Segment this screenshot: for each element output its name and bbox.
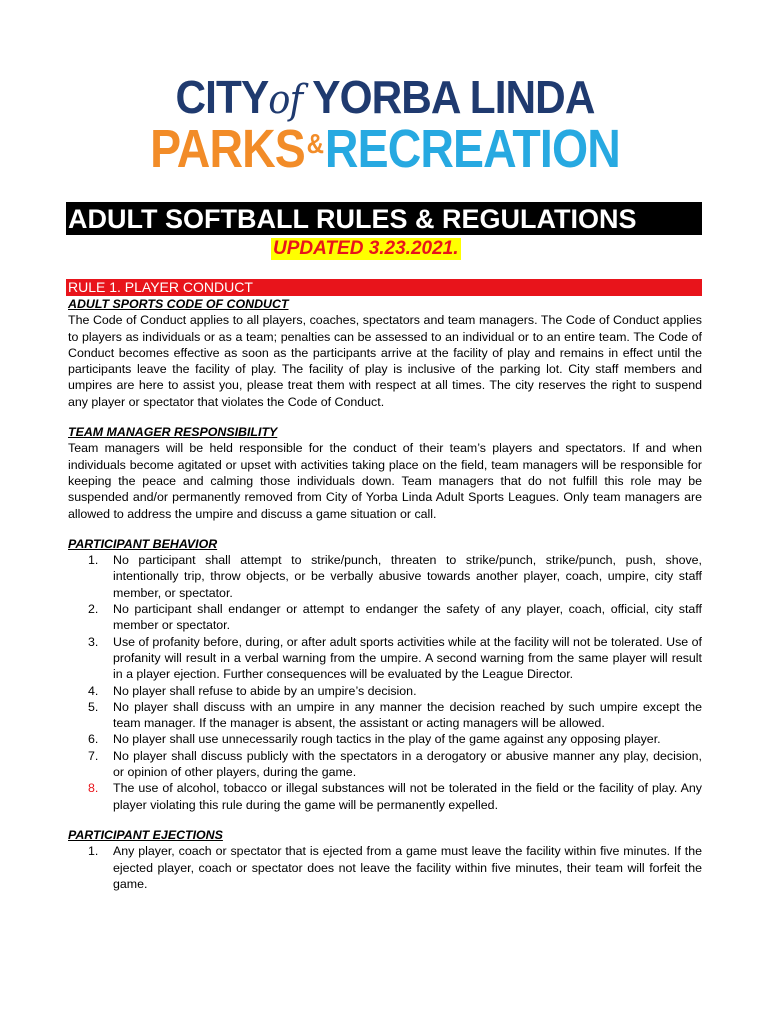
list-number: 6. — [88, 732, 99, 747]
list-text: Any player, coach or spectator that is ejected from a game must leave the facility within five minutes. If the ejected player, coach or spectator does not leave the facility within five minutes, their team will forfeit the game. — [113, 844, 702, 891]
logo-recreation: RECREATION — [324, 119, 620, 179]
code-of-conduct-text: The Code of Conduct applies to all players, coaches, spectators and team managers. The Code of Conduct applies to players as individuals or as a team; penalties can be assessed to an individual or to an entire team. The Code of Conduct becomes effective as soon as the participants arrive at the facility of play and remains in effect until the participants leave the facility of play. The facility of play is inclusive of the parking lot. City staff members and umpires are here to assist you, please treat them with respect at all times. The city reserves the right to suspend any player or spectator that violates the Code of Conduct. — [68, 313, 702, 409]
list-item — [68, 699, 702, 732]
document-body — [68, 296, 702, 892]
list-item — [68, 552, 702, 601]
logo-of: of — [268, 77, 303, 123]
logo-parks: PARKS — [150, 119, 305, 179]
list-number: 1. — [88, 553, 99, 568]
list-text: No player shall refuse to abide by an umpire’s decision. — [113, 683, 417, 698]
list-number: 3. — [88, 634, 99, 649]
list-item — [68, 780, 702, 813]
list-number: 5. — [88, 699, 99, 714]
logo-city-line — [31, 70, 739, 124]
list-text: No player shall discuss with an umpire in any manner the decision reached by such umpire except the team manager. If the manager is absent, the assistant or acting managers will be allowed. — [113, 699, 702, 731]
updated-date: UPDATED 3.23.2021. — [273, 238, 459, 259]
logo-city: CITY — [175, 71, 269, 123]
list-number: 8. — [88, 781, 99, 796]
document-title: ADULT SOFTBALL RULES & REGULATIONS — [66, 202, 702, 235]
list-number: 7. — [88, 748, 99, 763]
participant-ejections-list — [68, 843, 702, 892]
logo-parks-line — [54, 118, 716, 180]
list-number: 4. — [88, 683, 99, 698]
list-item — [68, 748, 702, 781]
list-number: 2. — [88, 602, 99, 617]
team-manager-text: Team managers will be held responsible for the conduct of their team’s players and spectators. If and when individuals become agitated or upset with activities taking place on the field, team managers will be responsible for keeping the peace and calming those individuals down. Team managers that do not fulfill this role may be suspended and/or permanently removed from City of Yorba Linda Adult Sports Leagues. Only team managers are allowed to address the umpire and discuss a game situation or call. — [68, 441, 702, 521]
list-item — [68, 601, 702, 634]
logo-ampersand: & — [306, 128, 324, 159]
list-text: The use of alcohol, tobacco or illegal substances will not be tolerated in the field or the facility of play. Any player violating this rule during the game will be permanently expelled. — [113, 781, 702, 812]
list-item — [68, 843, 702, 892]
list-item — [68, 731, 702, 747]
section-heading-team-manager: TEAM MANAGER RESPONSIBILITY — [68, 425, 278, 440]
list-text: No participant shall endanger or attempt to endanger the safety of any player, coach, official, city staff member or spectator. — [113, 602, 702, 633]
list-number: 1. — [88, 844, 99, 859]
list-text: Use of profanity before, during, or after adult sports activities while at the facility will not be tolerated. Use of profanity will result in a verbal warning from the umpire. A second warning from the same player will result in a player ejection. Further consequences will be evaluated by the League Director. — [113, 634, 702, 682]
list-item — [68, 634, 702, 683]
rule-heading: RULE 1. PLAYER CONDUCT — [66, 279, 702, 296]
section-heading-code-of-conduct: ADULT SPORTS CODE OF CONDUCT — [68, 297, 289, 311]
list-item — [68, 683, 702, 699]
section-heading-participant-behavior: PARTICIPANT BEHAVIOR — [68, 536, 218, 551]
section-heading-participant-ejections: PARTICIPANT EJECTIONS — [68, 827, 223, 842]
list-text: No player shall use unnecessarily rough tactics in the play of the game against any opposing player. — [113, 732, 661, 747]
logo-yorba-linda: YORBA LINDA — [312, 71, 595, 123]
list-text: No participant shall attempt to strike/punch, threaten to strike/punch, strike/punch, push, shove, intentionally trip, throw objects, or be verbally abusive towards another player, coach, umpire, city staff member, or spectator. — [113, 553, 702, 600]
participant-behavior-list — [68, 552, 702, 813]
list-text: No player shall discuss publicly with the spectators in a derogatory or abusive manner any play, decision, or opinion of other players, during the game. — [113, 748, 702, 780]
